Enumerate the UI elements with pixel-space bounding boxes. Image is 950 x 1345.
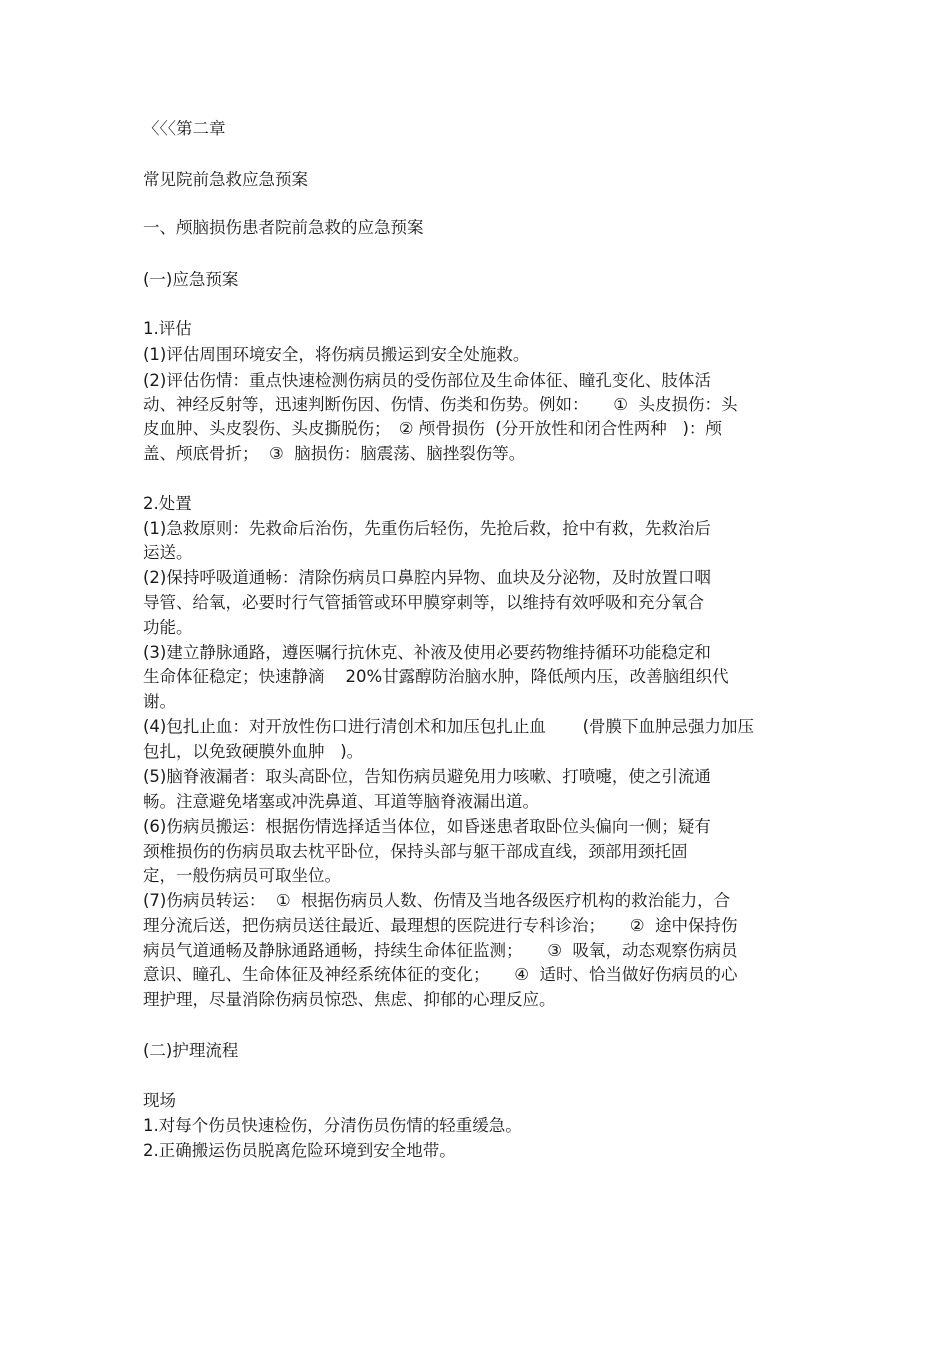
paragraph-line: 理护理，尽量消除伤病员惊恐、焦虑、抑郁的心理反应。 <box>143 990 556 1009</box>
paragraph-line: (5)脑脊液漏者：取头高卧位，告知伤病员避免用力咳嗽、打喷嚏，使之引流通 <box>143 767 711 786</box>
paragraph-line: (6)伤病员搬运：根据伤情选择适当体位，如昏迷患者取卧位头偏向一侧；疑有 <box>143 817 711 836</box>
paragraph-line: 运送。 <box>143 543 193 562</box>
treatment-heading: 2.处置 <box>143 494 192 513</box>
paragraph-line: 定，一般伤病员可取坐位。 <box>143 866 341 885</box>
document-title: 常见院前急救应急预案 <box>143 170 308 189</box>
section-heading: 一、颅脑损伤患者院前急救的应急预案 <box>143 218 424 237</box>
paragraph-line: (3)建立静脉通路，遵医嘱行抗休克、补液及使用必要药物维持循环功能稳定和 <box>143 643 711 662</box>
paragraph-line: (1)急救原则：先救命后治伤，先重伤后轻伤，先抢后救，抢中有救，先救治后 <box>143 519 711 538</box>
paragraph-line: (4)包扎止血：对开放性伤口进行清创术和加压包扎止血 (骨膜下血肿忌强力加压 <box>143 717 755 736</box>
paragraph-line: 理分流后送，把伤病员送往最近、最理想的医院进行专科诊治； ② 途中保持伤 <box>143 916 738 935</box>
paragraph-line: (2)保持呼吸道通畅：清除伤病员口鼻腔内异物、血块及分泌物，及时放置口咽 <box>143 568 711 587</box>
paragraph-line: 意识、瞳孔、生命体征及神经系统体征的变化； ④ 适时、恰当做好伤病员的心 <box>143 965 738 984</box>
paragraph-line: 功能。 <box>143 618 193 637</box>
paragraph-line: 皮血肿、头皮裂伤、头皮撕脱伤； ② 颅骨损伤 (分开放性和闭合性两种 )：颅 <box>143 419 722 438</box>
paragraph-line: 包扎，以免致硬膜外血肿 )。 <box>143 742 364 761</box>
paragraph-line: 2.正确搬运伤员脱离危险环境到安全地带。 <box>143 1141 456 1160</box>
paragraph-line: 生命体征稳定；快速静滴 20%甘露醇防治脑水肿，降低颅内压，改善脑组织代 <box>143 667 729 686</box>
paragraph-line: (7)伤病员转运： ① 根据伤病员人数、伤情及当地各级医疗机构的救治能力，合 <box>143 891 731 910</box>
paragraph-line: 颈椎损伤的伤病员取去枕平卧位，保持头部与躯干部成直线，颈部用颈托固 <box>143 842 688 861</box>
subsection-heading: (一)应急预案 <box>143 270 239 289</box>
subsection-heading: (二)护理流程 <box>143 1041 239 1060</box>
paragraph-line: 盖、颅底骨折； ③ 脑损伤：脑震荡、脑挫裂伤等。 <box>143 444 526 463</box>
paragraph-line: 1.对每个伤员快速检伤，分清伤员伤情的轻重缓急。 <box>143 1116 522 1135</box>
chapter-heading: 〈〈〈第二章 <box>143 119 226 138</box>
paragraph-line: (2)评估伤情：重点快速检测伤病员的受伤部位及生命体征、瞳孔变化、肢体活 <box>143 371 711 390</box>
paragraph-line: 导管、给氧，必要时行气管插管或环甲膜穿刺等，以维持有效呼吸和充分氧合 <box>143 593 704 612</box>
paragraph-line: 动、神经反射等，迅速判断伤因、伤情、伤类和伤势。例如： ① 头皮损伤：头 <box>143 395 738 414</box>
paragraph-line: (1)评估周围环境安全，将伤病员搬运到安全处施救。 <box>143 345 530 364</box>
paragraph-line: 畅。注意避免堵塞或冲洗鼻道、耳道等脑脊液漏出道。 <box>143 792 539 811</box>
evaluation-heading: 1.评估 <box>143 319 192 338</box>
scene-heading: 现场 <box>143 1091 176 1110</box>
paragraph-line: 谢。 <box>143 692 176 711</box>
paragraph-line: 病员气道通畅及静脉通路通畅，持续生命体征监测； ③ 吸氧，动态观察伤病员 <box>143 941 738 960</box>
